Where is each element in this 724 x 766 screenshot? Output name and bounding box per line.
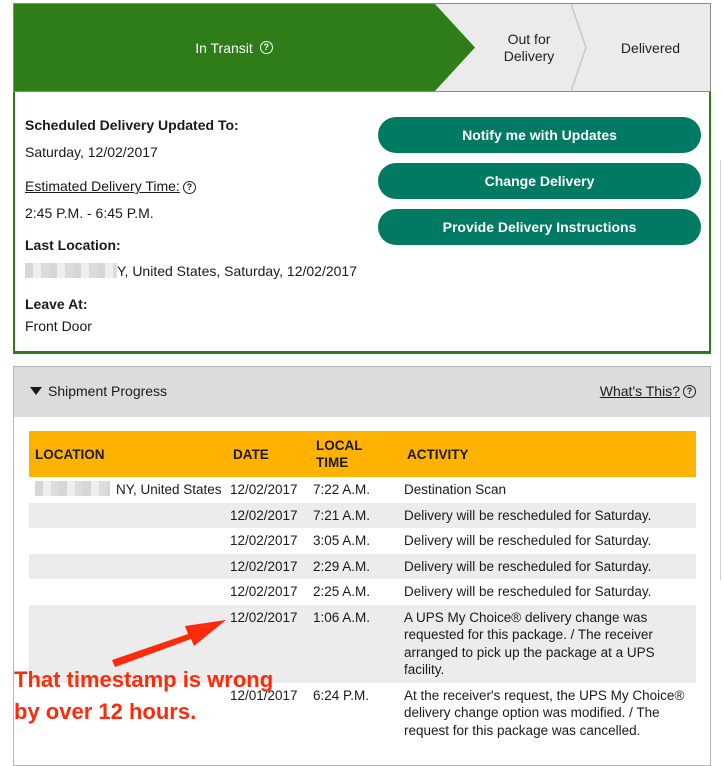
step-in-transit: [14, 4, 454, 91]
date-cell: 12/02/2017: [230, 482, 298, 497]
table-header-row: [29, 431, 696, 477]
leave-at-value: Front Door: [25, 318, 92, 334]
column-header-date: DATE: [227, 431, 310, 477]
time-cell: 1:06 A.M.: [310, 605, 401, 683]
activity-cell: Delivery will be rescheduled for Saturday.: [401, 503, 696, 529]
date-cell: 12/01/2017: [230, 687, 298, 703]
delivery-instructions-button[interactable]: Provide Delivery Instructions: [378, 209, 701, 245]
estimated-time-label-text[interactable]: Estimated Delivery Time:: [25, 178, 180, 194]
whats-this-link[interactable]: [600, 383, 696, 399]
shipment-progress-header: [14, 367, 710, 417]
date-cell: 12/02/2017: [227, 554, 310, 580]
scheduled-delivery-label: Scheduled Delivery Updated To:: [25, 117, 239, 133]
step-in-transit-label: In Transit: [195, 39, 253, 56]
estimated-time-value: 2:45 P.M. - 6:45 P.M.: [25, 205, 154, 221]
time-cell: 2:25 A.M.: [313, 584, 371, 599]
activity-cell: Delivery will be rescheduled for Saturday.: [401, 554, 696, 580]
column-header-local-time: [310, 431, 401, 477]
activity-cell: At the receiver's request, the UPS My Choice® delivery change option was modified. / The request for this package was cancelled.: [404, 687, 685, 738]
adjacent-panel-edge: [720, 160, 721, 580]
location-text: NY, United States: [116, 482, 222, 497]
last-location-value: Y, United States, Saturday, 12/02/2017: [117, 263, 357, 279]
table-row: [29, 477, 696, 503]
date-cell: 12/02/2017: [227, 503, 310, 529]
date-cell: 12/02/2017: [230, 533, 298, 548]
delivery-details-panel: [13, 92, 711, 354]
redacted-location: [25, 263, 117, 278]
location-cell: [29, 579, 227, 605]
collapse-triangle-icon[interactable]: [30, 387, 42, 395]
step-out-for-delivery: [474, 4, 584, 91]
time-cell: 3:05 A.M.: [313, 533, 371, 548]
step-out-line1: Out for: [507, 30, 551, 47]
activity-cell: A UPS My Choice® delivery change was requested for this package. / The receiver arranged to pick up the package at a UPS facility.: [401, 605, 696, 683]
annotation-note: [14, 664, 273, 728]
change-delivery-button[interactable]: Change Delivery: [378, 163, 701, 199]
time-cell: 7:22 A.M.: [313, 482, 371, 497]
table-row: [29, 528, 696, 554]
last-location-label: Last Location:: [25, 237, 121, 253]
info-icon[interactable]: ?: [260, 41, 273, 54]
location-cell: [29, 503, 227, 529]
time-cell: 2:29 A.M.: [310, 554, 401, 580]
date-cell: 12/02/2017: [227, 605, 310, 683]
help-icon[interactable]: ?: [683, 385, 696, 398]
table-row: [29, 554, 696, 580]
location-cell: [29, 477, 227, 503]
time-cell: 6:24 P.M.: [313, 687, 370, 703]
delivery-progress-bar: [13, 3, 711, 92]
location-cell: [29, 554, 227, 580]
time-cell: 7:21 A.M.: [310, 503, 401, 529]
notify-updates-button[interactable]: Notify me with Updates: [378, 117, 701, 153]
location-cell: [29, 528, 227, 554]
date-cell: 12/02/2017: [230, 584, 298, 599]
table-row: [29, 503, 696, 529]
shipment-progress-title[interactable]: Shipment Progress: [48, 383, 168, 399]
annotation-line1: That timestamp is wrong: [14, 667, 274, 692]
last-location-row: [25, 263, 357, 279]
step-out-line2: Delivery: [503, 47, 555, 64]
activity-cell: Delivery will be rescheduled for Saturday.: [404, 533, 652, 548]
annotation-line2: by over 12 hours.: [14, 699, 197, 724]
activity-cell: Delivery will be rescheduled for Saturday.: [404, 584, 652, 599]
redacted-location: [35, 481, 110, 496]
column-header-activity: ACTIVITY: [401, 431, 696, 477]
help-icon[interactable]: ?: [183, 181, 196, 194]
whats-this-text[interactable]: What's This?: [599, 383, 680, 399]
shipment-progress-toggle[interactable]: [30, 383, 167, 399]
activity-cell: Destination Scan: [404, 482, 507, 497]
table-row: [29, 579, 696, 605]
estimated-time-label[interactable]: [25, 178, 196, 194]
column-header-local-time-text: LOCAL TIME: [316, 438, 363, 470]
leave-at-label: Leave At:: [25, 296, 88, 312]
scheduled-delivery-value: Saturday, 12/02/2017: [25, 144, 158, 160]
column-header-location: LOCATION: [29, 431, 227, 477]
step-delivered: Delivered: [620, 39, 681, 56]
